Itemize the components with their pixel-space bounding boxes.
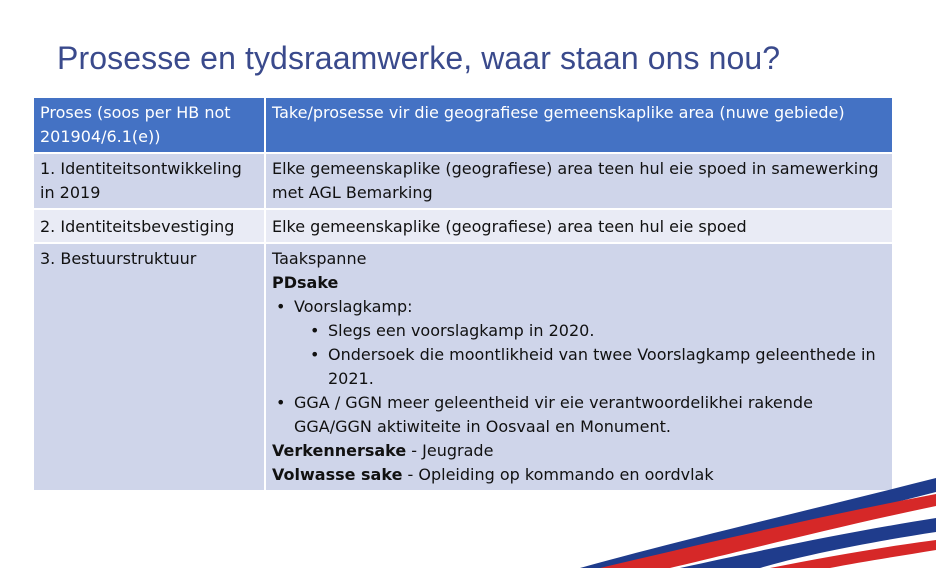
bullet-list: [272, 295, 886, 439]
line-pdsake: PDsake: [272, 273, 339, 292]
line-taakspanne: Taakspanne: [272, 249, 367, 268]
process-table: [32, 96, 894, 492]
cell-process: 1. Identiteitsontwikkeling in 2019: [33, 153, 265, 209]
table-row: [33, 153, 893, 209]
verkennersake-text: - Jeugrade: [406, 441, 494, 460]
table-header-row: [33, 97, 893, 153]
sub-list-item: • Ondersoek die moontlikheid van twee Voorslagkamp geleenthede in 2021.: [306, 343, 886, 391]
sub-bullet-list: [294, 319, 886, 391]
cell-tasks: Elke gemeenskaplike (geografiese) area teen hul eie spoed: [265, 209, 893, 243]
table-row: [33, 243, 893, 491]
cell-process: 3. Bestuurstruktuur: [33, 243, 265, 491]
header-cell-tasks: Take/prosesse vir die geografiese gemeenskaplike area (nuwe gebiede): [265, 97, 893, 153]
red-white-blue-swoosh: [560, 470, 936, 568]
cell-tasks: [265, 243, 893, 491]
line-verkennersake: [272, 439, 886, 463]
table-row: [33, 209, 893, 243]
header-cell-process: Proses (soos per HB not 201904/6.1(e)): [33, 97, 265, 153]
cell-tasks: Elke gemeenskaplike (geografiese) area teen hul eie spoed in samewerking met AGL Bemarking: [265, 153, 893, 209]
verkennersake-label: Verkennersake: [272, 441, 407, 460]
list-item: [272, 295, 886, 391]
slide-title: Prosesse en tydsraamwerke, waar staan ons nou?: [57, 40, 781, 76]
bullet-voorslagkamp: Voorslagkamp:: [294, 297, 413, 316]
sub-list-item: • Slegs een voorslagkamp in 2020.: [306, 319, 886, 343]
list-item: • GGA / GGN meer geleentheid vir eie verantwoordelikhei rakende GGA/GGN aktiwiteite in Oosvaal en Monument.: [272, 391, 886, 439]
volwasse-sake-label: Volwasse sake: [272, 465, 403, 484]
cell-process: 2. Identiteitsbevestiging: [33, 209, 265, 243]
volwasse-sake-text: - Opleiding op kommando en oordvlak: [402, 465, 714, 484]
